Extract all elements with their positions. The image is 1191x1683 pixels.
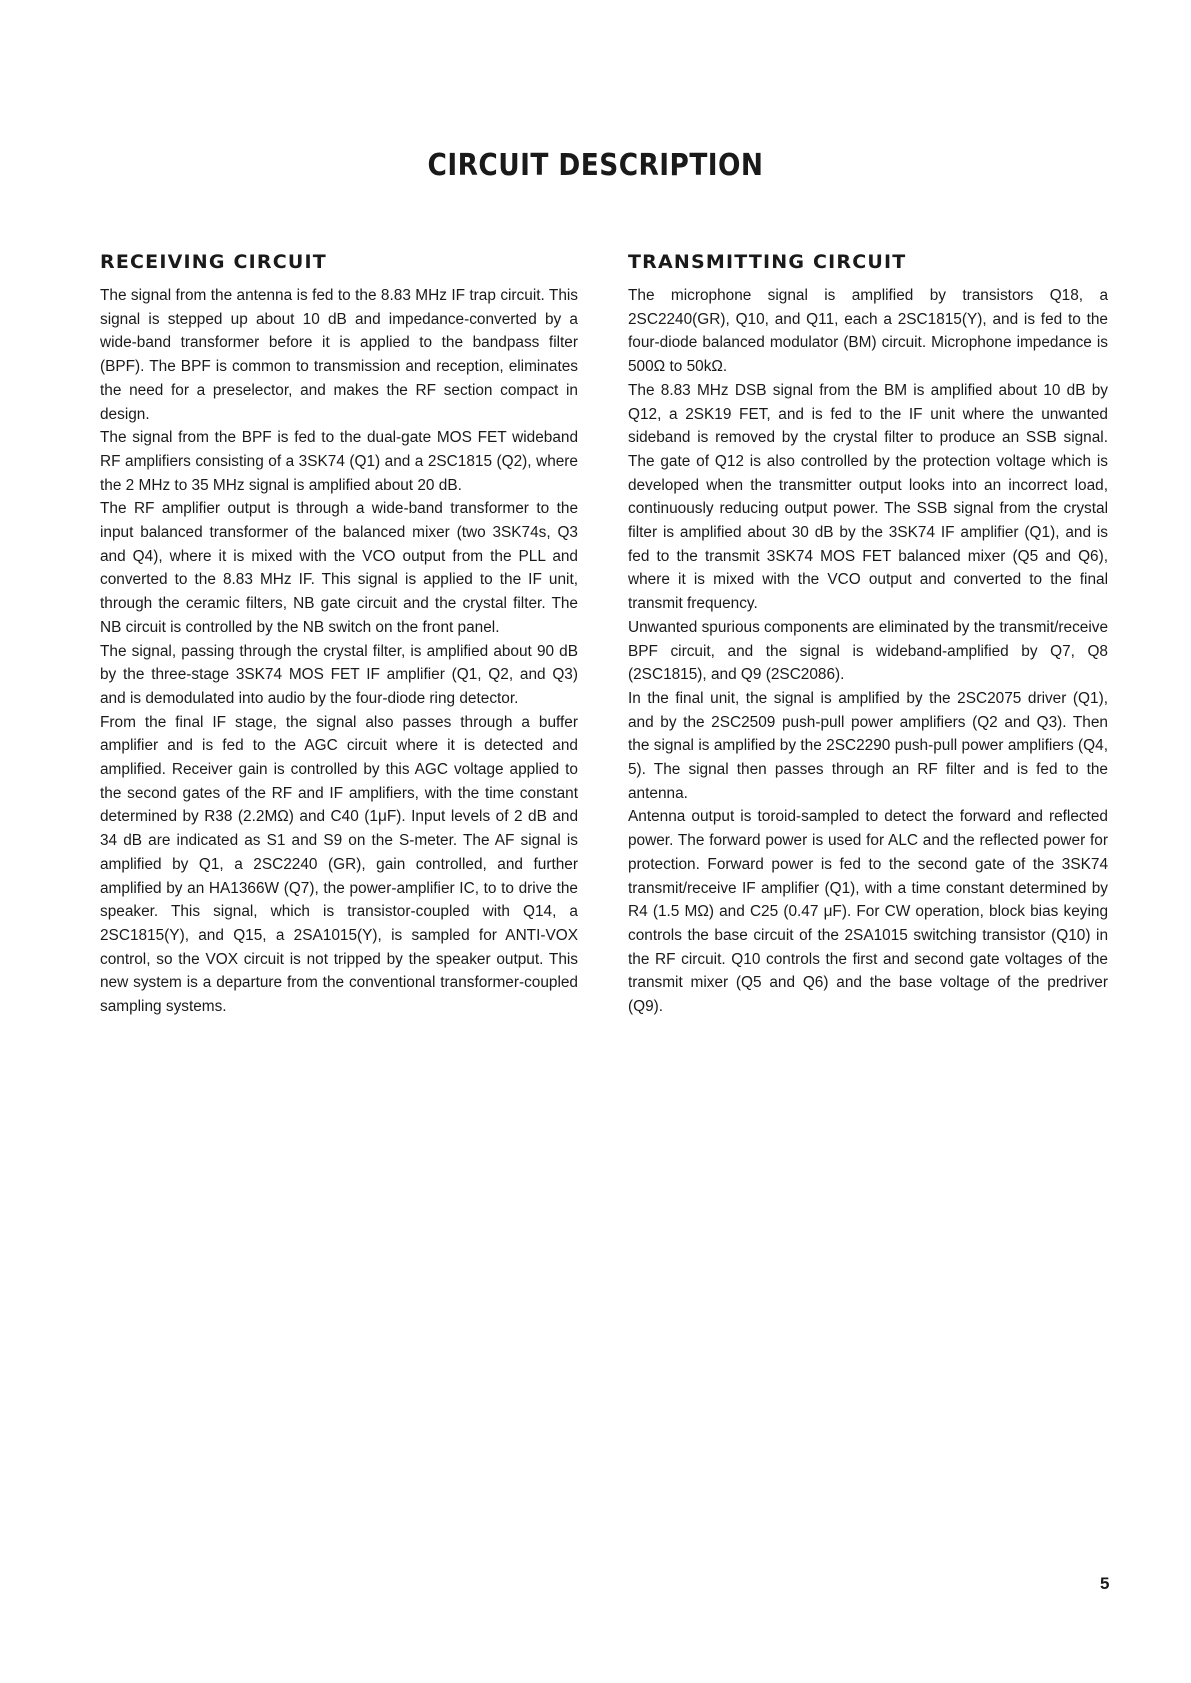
transmitting-paragraph: The microphone signal is amplified by transistors Q18, a 2SC2240(GR), Q10, and Q11, each a 2SC1815(Y), and is fed to the four-diode balanced modulator (BM) circuit. Microphone impedance is 500Ω to 50kΩ. xyxy=(628,287,1108,376)
receiving-paragraph: From the final IF stage, the signal also passes through a buffer amplifier and is fed to the AGC circuit where it is detected and amplified. Receiver gain is controlled by this AGC voltage applied to the second gates of the RF and IF amplifiers, with the time constant determined by R38 (2.2MΩ) and C40 (1μF). Input levels of 2 dB and 34 dB are indicated as S1 and S9 on the S-meter. The AF signal is amplified by Q1, a 2SC2240 (GR), gain controlled, and further amplified by an HA1366W (Q7), the power-amplifier IC, to to drive the speaker. This signal, which is transistor-coupled with Q14, a 2SC1815(Y), and Q15, a 2SA1015(Y), is sampled for ANTI-VOX control, so the VOX circuit is not tripped by the speaker output. This new system is a departure from the conventional transformer-coupled sampling systems. xyxy=(100,713,578,1016)
transmitting-circuit-heading: TRANSMITTING CIRCUIT xyxy=(628,251,907,273)
transmitting-paragraph: In the final unit, the signal is amplified by the 2SC2075 driver (Q1), and by the 2SC2509 push-pull power amplifiers (Q2 and Q3). Then the signal is amplified by the 2SC2290 push-pull power amplifiers (Q4, 5). The signal then passes through an RF filter and is fed to the antenna. xyxy=(628,689,1108,802)
transmitting-circuit-section xyxy=(628,250,1108,1019)
receiving-circuit-section xyxy=(100,250,578,1019)
receiving-paragraph: The signal from the BPF is fed to the dual-gate MOS FET wideband RF amplifiers consisting of a 3SK74 (Q1) and a 2SC1815 (Q2), where the 2 MHz to 35 MHz signal is amplified about 20 dB. xyxy=(100,429,578,494)
page-title: CIRCUIT DESCRIPTION xyxy=(427,148,764,183)
transmitting-paragraph: Antenna output is toroid-sampled to detect the forward and reflected power. The forward power is used for ALC and the reflected power for protection. Forward power is fed to the second gate of the 3SK74 transmit/receive IF amplifier (Q1), with a time constant determined by R4 (1.5 MΩ) and C25 (0.47 μF). For CW operation, block bias keying controls the base circuit of the 2SA1015 switching transistor (Q10) in the RF circuit. Q10 controls the first and second gate voltages of the transmit mixer (Q5 and Q6) and the base voltage of the predriver (Q9). xyxy=(628,808,1108,1016)
receiving-paragraph: The RF amplifier output is through a wide-band transformer to the input balanced transformer of the balanced mixer (two 3SK74s, Q3 and Q4), where it is mixed with the VCO output from the PLL and converted to the 8.83 MHz IF. This signal is applied to the IF unit, through the ceramic filters, NB gate circuit and the crystal filter. The NB circuit is controlled by the NB switch on the front panel. xyxy=(100,500,578,636)
receiving-paragraph: The signal from the antenna is fed to the 8.83 MHz IF trap circuit. This signal is stepped up about 10 dB and impedance-converted by a wide-band transformer before it is applied to the bandpass filter (BPF). The BPF is common to transmission and reception, eliminates the need for a preselector, and makes the RF section compact in design. xyxy=(100,287,578,423)
page-number: 5 xyxy=(1100,1574,1110,1593)
transmitting-paragraph: The 8.83 MHz DSB signal from the BM is amplified about 10 dB by Q12, a 2SK19 FET, and is fed to the IF unit where the unwanted sideband is removed by the crystal filter to produce an SSB signal. The gate of Q12 is also controlled by the protection voltage which is developed when the transmitter output looks into an incorrect load, continuously reducing output power. The SSB signal from the crystal filter is amplified about 30 dB by the 3SK74 IF amplifier (Q1), and is fed to the transmit 3SK74 MOS FET balanced mixer (Q5 and Q6), where it is mixed with the VCO output and converted to the final transmit frequency. xyxy=(628,381,1108,613)
receiving-circuit-heading: RECEIVING CIRCUIT xyxy=(100,251,327,273)
receiving-paragraph: The signal, passing through the crystal filter, is amplified about 90 dB by the three-stage 3SK74 MOS FET IF amplifier (Q1, Q2, and Q3) and is demodulated into audio by the four-diode ring detector. xyxy=(100,642,578,707)
transmitting-paragraph: Unwanted spurious components are eliminated by the transmit/receive BPF circuit, and the signal is wideband-amplified by Q7, Q8 (2SC1815), and Q9 (2SC2086). xyxy=(628,618,1108,684)
